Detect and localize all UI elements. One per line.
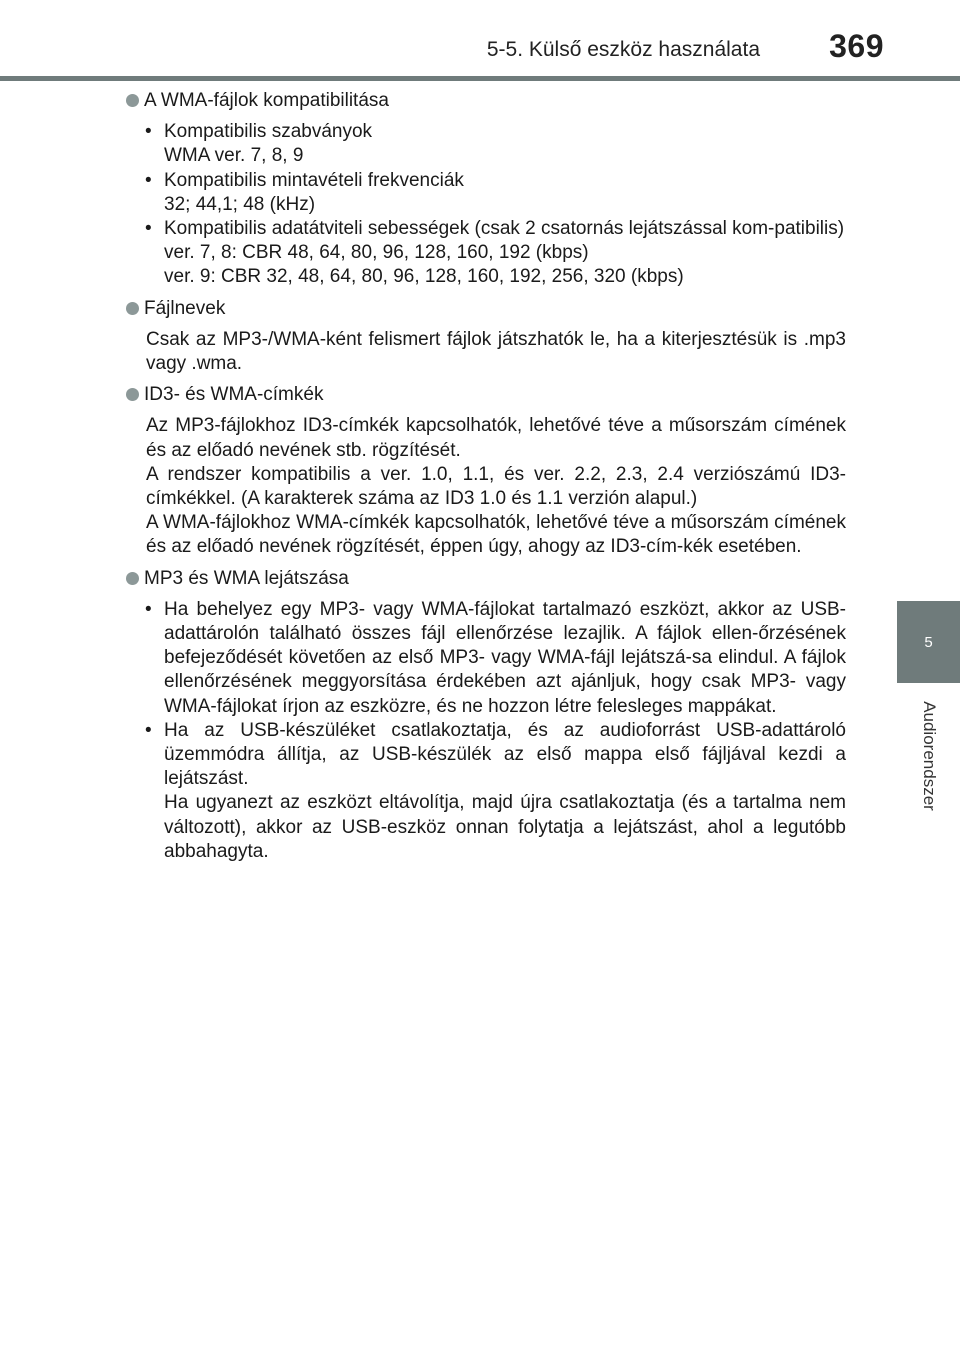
bullet-text: • Ha az USB-készüléket csatlakoztatja, és az audioforrást USB-adattároló üzemmódra állítja, az USB-készülék az első mappa első fájljával kezdi a lejátszást. (164, 719, 846, 790)
chapter-label-tab (897, 690, 960, 822)
paragraph: A rendszer kompatibilis a ver. 1.0, 1.1, és ver. 2.2, 2.3, 2.4 verziószámú ID3-címkékkel. (A karakterek száma az ID3 1.0 és 1.1 verzión alapul.) (146, 463, 846, 510)
section-heading: Fájlnevek (126, 297, 846, 321)
bullet-text: Kompatibilis adatátviteli sebességek (csak 2 csatornás lejátszással kom-patibilis) (164, 218, 845, 240)
bullet-text: • Kompatibilis szabványok (164, 121, 373, 143)
page-content (126, 89, 846, 871)
paragraph: Csak az MP3-/WMA-ként felismert fájlok játszhatók le, ha a kiterjesztésük is .mp3 vagy .wma. (146, 328, 846, 375)
bullet-text: Ha behelyez egy MP3- vagy WMA-fájlokat tartalmazó eszközt, akkor az USB-adattárolón található összes fájl ellenőrzése lezajlik. A fájlok ellen-őrzésének befejeződését követően az első MP3- vagy WMA-fájl lejátszá-sa elindul. A fájlok ellenőrzésének meggyorsítása érdekében azt ajánljuk, hogy csak MP3- vagy WMA-fájlokat írjon az eszközre, és ne hozzon létre felesleges mappákat. (164, 598, 846, 717)
chapter-label: Audiorendszer (919, 701, 939, 811)
list-item (126, 120, 846, 168)
section-wma-compatibility (126, 89, 846, 290)
bullet-text: • Kompatibilis mintavételi frekvenciák (164, 169, 464, 191)
list-item (126, 598, 846, 719)
section-heading: ID3- és WMA-címkék (126, 383, 846, 407)
bullet-list (126, 598, 846, 864)
bullet-subtext: ver. 9: CBR 32, 48, 64, 80, 96, 128, 160, 192, 256, 320 (kbps) (164, 266, 684, 288)
chapter-number: 5 (924, 633, 933, 651)
section-heading: A WMA-fájlok kompatibilitása (126, 89, 846, 113)
chapter-number-tab (897, 601, 960, 683)
list-item (126, 719, 846, 864)
section-tags (126, 383, 846, 559)
section-heading: MP3 és WMA lejátszása (126, 567, 846, 591)
bullet-subtext: ver. 7, 8: CBR 48, 64, 80, 96, 128, 160, 192 (kbps) (164, 242, 589, 264)
header-rule (0, 76, 960, 81)
paragraph-group (146, 414, 846, 559)
paragraph: Az MP3-fájlokhoz ID3-címkék kapcsolhatók, lehetővé téve a műsorszám címének és az előadó nevének stb. rögzítését. (146, 415, 846, 461)
list-item (126, 169, 846, 217)
bullet-subtext: 32; 44,1; 48 (kHz) (164, 193, 316, 215)
section-filenames (126, 297, 846, 377)
bullet-subtext: Ha ugyanezt az eszközt eltávolítja, majd újra csatlakoztatja (és a tartalma nem változott), akkor az USB-eszköz onnan folytatja a lejátszást, ahol a legutóbb abbahagyta. (164, 792, 846, 862)
list-item (126, 217, 846, 290)
running-header-title: 5-5. Külső eszköz használata (486, 38, 760, 61)
bullet-subtext: WMA ver. 7, 8, 9 (164, 145, 304, 167)
page-number: 369 (829, 28, 884, 64)
paragraph: A WMA-fájlokhoz WMA-címkék kapcsolhatók, lehetővé téve a műsorszám címének és az előadó nevének rögzítését, éppen úgy, ahogy az ID3-cím-kék esetében. (146, 512, 846, 558)
section-playback (126, 567, 846, 864)
bullet-list (126, 120, 846, 289)
